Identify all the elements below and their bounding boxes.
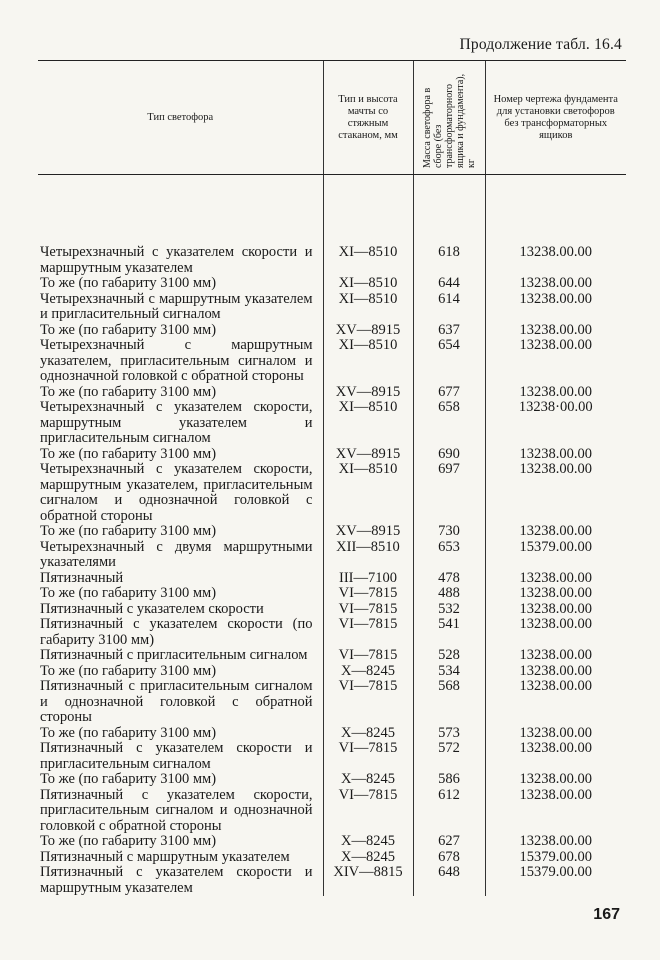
cell-mass: 648: [413, 865, 485, 896]
cell-mass: 528: [413, 648, 485, 664]
cell-drawing-number: 13238·00.00: [485, 400, 626, 447]
cell-signal-type: То же (по габариту 3100 мм): [40, 321, 217, 338]
cell-mass: 653: [413, 540, 485, 571]
cell-mass: 586: [413, 772, 485, 788]
cell-mass: 568: [413, 679, 485, 726]
cell-mast-type: XI—8510: [323, 400, 413, 447]
cell-signal-type: То же (по габариту 3100 мм): [40, 275, 217, 291]
cell-signal-type: Пятизначный с указателем скорости, пригласительным сигналом и однозначной головкой с обратной стороны: [40, 786, 313, 834]
table-row: [38, 772, 626, 788]
cell-mast-type: VI—7815: [323, 586, 413, 602]
cell-mast-type: XV—8915: [323, 323, 413, 339]
cell-drawing-number: 13238.00.00: [485, 648, 626, 664]
cell-signal-type: То же (по габариту 3100 мм): [40, 383, 217, 400]
cell-mass: 637: [413, 323, 485, 339]
cell-drawing-number: 13238.00.00: [485, 602, 626, 618]
cell-signal-type: То же (по габариту 3100 мм): [40, 833, 217, 849]
cell-mast-type: XV—8915: [323, 385, 413, 401]
cell-drawing-number: 13238.00.00: [485, 323, 626, 339]
cell-drawing-number: 13238.00.00: [485, 571, 626, 587]
table-row: [38, 726, 626, 742]
table-body: [38, 175, 626, 897]
table-row: [38, 602, 626, 618]
table-row: [38, 664, 626, 680]
table-row: [38, 834, 626, 850]
cell-drawing-number: 13238.00.00: [485, 385, 626, 401]
cell-mass: 690: [413, 447, 485, 463]
cell-drawing-number: 13238.00.00: [485, 462, 626, 524]
table-row: [38, 323, 626, 339]
table-row: [38, 788, 626, 835]
table-row: [38, 741, 626, 772]
cell-signal-type: Пятизначный: [40, 569, 124, 586]
cell-drawing-number: 13238.00.00: [485, 679, 626, 726]
signal-table: [38, 60, 626, 896]
table-row: [38, 540, 626, 571]
cell-mass: 697: [413, 462, 485, 524]
cell-signal-type: Четырехзначный с двумя маршрутными указателями: [40, 538, 313, 570]
cell-drawing-number: 15379.00.00: [485, 540, 626, 571]
cell-mass: 627: [413, 834, 485, 850]
cell-mast-type: X—8245: [323, 772, 413, 788]
table-row: [38, 276, 626, 292]
cell-mass: 478: [413, 571, 485, 587]
cell-mass: 678: [413, 850, 485, 866]
cell-mast-type: VI—7815: [323, 602, 413, 618]
table-row: [38, 679, 626, 726]
cell-drawing-number: 13238.00.00: [485, 741, 626, 772]
cell-mass: 677: [413, 385, 485, 401]
page-number: 167: [593, 906, 620, 923]
cell-signal-type: Четырехзначный с маршрутным указателем и пригласительный сигналом: [40, 290, 313, 322]
cell-mass: 534: [413, 664, 485, 680]
table-row: [38, 245, 626, 276]
table-caption: Продолжение табл. 16.4: [459, 36, 622, 53]
table-row: [38, 400, 626, 447]
cell-drawing-number: 13238.00.00: [485, 447, 626, 463]
table-row: [38, 462, 626, 524]
header-mast-type: Тип и высота мачты со стяжным стаканом, мм: [323, 61, 413, 175]
cell-mast-type: VI—7815: [323, 788, 413, 835]
cell-mass: 532: [413, 602, 485, 618]
cell-mass: 573: [413, 726, 485, 742]
cell-drawing-number: 13238.00.00: [485, 834, 626, 850]
cell-mast-type: XV—8915: [323, 524, 413, 540]
header-spacer-row: [38, 175, 626, 246]
cell-drawing-number: 13238.00.00: [485, 292, 626, 323]
cell-signal-type: Четырехзначный с указателем скорости и маршрутным указателем: [40, 244, 313, 276]
cell-drawing-number: 13238.00.00: [485, 276, 626, 292]
header-drawing-number: Номер чертежа фундамента для установки светофоров без трансформаторных ящиков: [485, 61, 626, 175]
cell-drawing-number: 13238.00.00: [485, 664, 626, 680]
cell-mast-type: XI—8510: [323, 338, 413, 385]
table-row: [38, 292, 626, 323]
cell-drawing-number: 13238.00.00: [485, 586, 626, 602]
cell-drawing-number: 13238.00.00: [485, 726, 626, 742]
table-header-row: [38, 61, 626, 175]
cell-signal-type: То же (по габариту 3100 мм): [40, 585, 217, 601]
table-row: [38, 648, 626, 664]
table-row: [38, 571, 626, 587]
cell-mast-type: X—8245: [323, 726, 413, 742]
cell-mast-type: VI—7815: [323, 741, 413, 772]
cell-mast-type: XIV—8815: [323, 865, 413, 896]
cell-drawing-number: 15379.00.00: [485, 865, 626, 896]
cell-signal-type: То же (по габариту 3100 мм): [40, 523, 217, 539]
cell-signal-type: То же (по габариту 3100 мм): [40, 724, 217, 741]
cell-mast-type: VI—7815: [323, 648, 413, 664]
cell-mass: 730: [413, 524, 485, 540]
cell-signal-type: Пятизначный с пригласительным сигналом и однозначной головкой с обратной стороны: [40, 678, 313, 725]
cell-mass: 644: [413, 276, 485, 292]
header-mass: [413, 61, 485, 175]
header-mass-text: Масса светофора в сборе (без трансформаторного ящика и фундамента), кг: [421, 73, 477, 168]
table-row: [38, 586, 626, 602]
cell-mast-type: X—8245: [323, 664, 413, 680]
table-row: [38, 617, 626, 648]
cell-signal-type: То же (по габариту 3100 мм): [40, 445, 217, 462]
cell-mass: 654: [413, 338, 485, 385]
cell-mast-type: VI—7815: [323, 617, 413, 648]
cell-signal-type: Пятизначный с указателем скорости и пригласительным сигналом: [40, 740, 313, 772]
cell-drawing-number: 15379.00.00: [485, 850, 626, 866]
table-row: [38, 338, 626, 385]
cell-mast-type: VI—7815: [323, 679, 413, 726]
cell-mass: 612: [413, 788, 485, 835]
cell-drawing-number: 13238.00.00: [485, 338, 626, 385]
cell-signal-type: Пятизначный с указателем скорости (по габариту 3100 мм): [40, 616, 313, 648]
cell-mast-type: III—7100: [323, 571, 413, 587]
cell-signal-type: Четырехзначный с маршрутным указателем, пригласительным сигналом и однозначной головкой с обратной стороны: [40, 337, 313, 384]
table-row: [38, 524, 626, 540]
cell-mass: 572: [413, 741, 485, 772]
header-signal-type: Тип светофора: [38, 61, 323, 175]
cell-signal-type: Пятизначный с маршрутным указателем: [40, 848, 290, 865]
cell-mast-type: XI—8510: [323, 245, 413, 276]
cell-mass: 488: [413, 586, 485, 602]
cell-signal-type: То же (по габариту 3100 мм): [40, 662, 217, 679]
cell-signal-type: Четырехзначный с указателем скорости, маршрутным указателем, пригласительным сигналом и однозначной головкой с обратной стороны: [40, 461, 313, 524]
cell-drawing-number: 13238.00.00: [485, 245, 626, 276]
cell-mast-type: XI—8510: [323, 292, 413, 323]
table-row: [38, 385, 626, 401]
cell-drawing-number: 13238.00.00: [485, 524, 626, 540]
cell-signal-type: То же (по габариту 3100 мм): [40, 771, 217, 787]
cell-drawing-number: 13238.00.00: [485, 617, 626, 648]
cell-mast-type: X—8245: [323, 850, 413, 866]
cell-mast-type: XI—8510: [323, 276, 413, 292]
cell-mast-type: XI—8510: [323, 462, 413, 524]
cell-signal-type: Четырехзначный с указателем скорости, маршрутным указателем и пригласительным сигналом: [40, 399, 313, 446]
table-row: [38, 850, 626, 866]
cell-drawing-number: 13238.00.00: [485, 788, 626, 835]
cell-mast-type: XV—8915: [323, 447, 413, 463]
cell-signal-type: Пятизначный с указателем скорости и маршрутным указателем: [40, 864, 313, 896]
cell-mass: 618: [413, 245, 485, 276]
cell-mass: 614: [413, 292, 485, 323]
table-row: [38, 865, 626, 896]
cell-signal-type: Пятизначный с указателем скорости: [40, 600, 264, 617]
cell-mass: 541: [413, 617, 485, 648]
cell-mass: 658: [413, 400, 485, 447]
cell-signal-type: Пятизначный с пригласительным сигналом: [40, 647, 308, 663]
cell-drawing-number: 13238.00.00: [485, 772, 626, 788]
table-row: [38, 447, 626, 463]
cell-mast-type: XII—8510: [323, 540, 413, 571]
cell-mast-type: X—8245: [323, 834, 413, 850]
